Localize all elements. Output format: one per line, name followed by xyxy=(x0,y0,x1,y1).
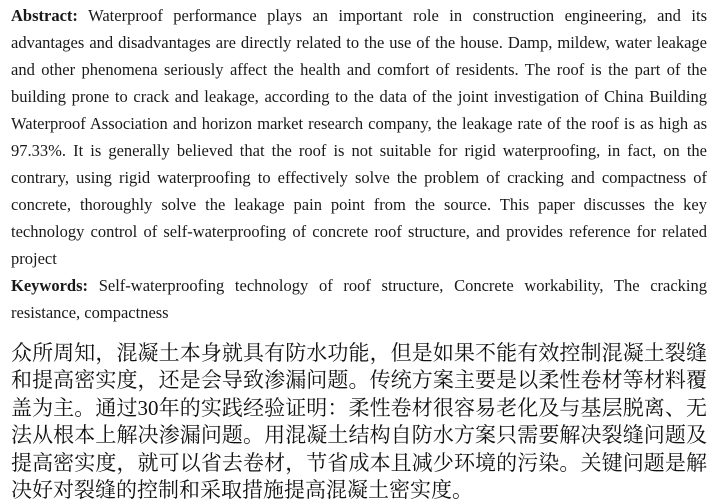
keywords-text: Self-waterproofing technology of roof structure, Concrete workability, The cracking resistance, compactness xyxy=(11,276,708,322)
keywords-paragraph xyxy=(11,272,707,326)
chinese-body-paragraph: 众所周知，混凝土本身就具有防水功能，但是如果不能有效控制混凝土裂缝和提高密实度，还是会导致渗漏问题。传统方案主要是以柔性卷材等材料覆盖为主。通过30年的实践经验证明：柔性卷材很容易老化及与基层脱离、无法从根本上解决渗漏问题。用混凝土结构自防水方案只需要解决裂缝问题及提高密实度，就可以省去卷材，节省成本且减少环境的污染。关键问题是解决好对裂缝的控制和采取措施提高混凝土密实度。 xyxy=(11,341,707,503)
abstract-label: Abstract: xyxy=(11,6,78,25)
abstract-paragraph xyxy=(11,2,707,272)
keywords-label: Keywords: xyxy=(11,276,88,295)
abstract-text: Waterproof performance plays an important role in construction engineering, and its advantages and disadvantages are directly related to the use of the house. Damp, mildew, water leakage and other phenomena seriously affect the health and comfort of residents. The roof is the part of the building prone to crack and leakage, according to the data of the joint investigation of China Building Waterproof Association and horizon market research company, the leakage rate of the roof is as high as 97.33%. It is generally believed that the roof is not suitable for rigid waterproofing, in fact, on the contrary, using rigid waterproofing to effectively solve the problem of cracking and compactness of concrete, thoroughly solve the leakage pain point from the source. This paper discusses the key technology control of self-waterproofing of concrete roof structure, and provides reference for related project xyxy=(11,6,707,268)
